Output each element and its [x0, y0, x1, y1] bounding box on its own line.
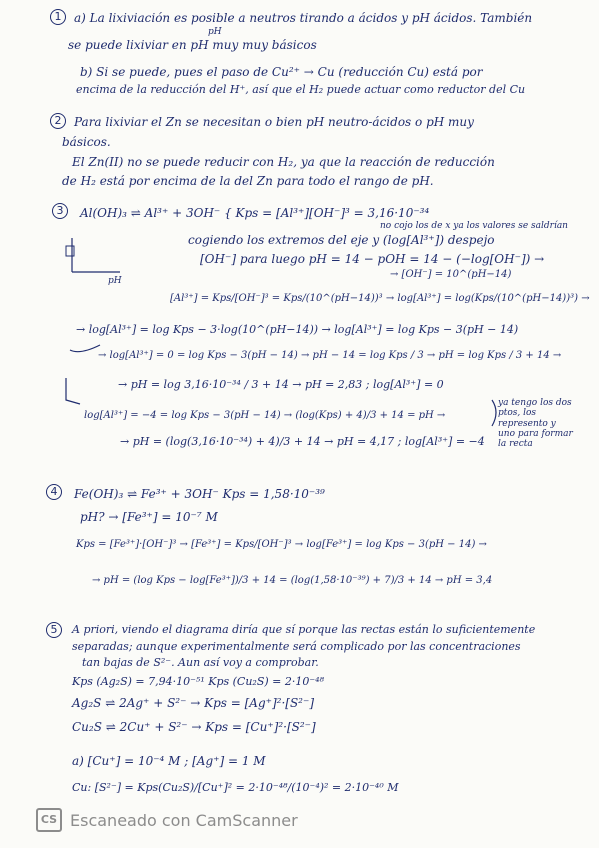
text-line: [Al³⁺] = Kps/[OH⁻]³ = Kps/(10^(pH−14))³ → log[Al³⁺] = log(Kps/(10^(pH−14))³) → [170, 293, 590, 304]
item-number-4: 4 [46, 484, 62, 500]
text-line: pH? → [Fe³⁺] = 10⁻⁷ M [80, 510, 218, 524]
text-line: se puede lixiviar en pH muy muy básicos [68, 38, 317, 52]
text-line: Kps (Ag₂S) = 7,94·10⁻⁵¹ Kps (Cu₂S) = 2·10⁻⁴⁸ [72, 675, 324, 688]
text-line: Ag₂S ⇌ 2Ag⁺ + S²⁻ → Kps = [Ag⁺]²·[S²⁻] [72, 696, 314, 710]
text-line: → log[Al³⁺] = log Kps − 3·log(10^(pH−14)) → log[Al³⁺] = log Kps − 3(pH − 14) [76, 323, 519, 336]
text-line: → pH = (log(3,16·10⁻³⁴) + 4)/3 + 14 → pH = 4,17 ; log[Al³⁺] = −4 [120, 435, 485, 448]
text-line: de H₂ está por encima de la del Zn para todo el rango de pH. [62, 174, 434, 188]
text-line: → pH = log 3,16·10⁻³⁴ / 3 + 14 → pH = 2,83 ; log[Al³⁺] = 0 [118, 378, 444, 391]
text-line: → pH = (log Kps − log[Fe³⁺])/3 + 14 = (log(1,58·10⁻³⁹) + 7)/3 + 14 → pH = 3,4 [92, 575, 493, 586]
camscanner-logo: CS [36, 808, 62, 832]
annotation-ph: pH [208, 27, 222, 37]
item-number-3: 3 [52, 203, 68, 219]
text-line: b) Si se puede, pues el paso de Cu²⁺ → Cu (reducción Cu) está por [80, 65, 483, 79]
text-line: Al(OH)₃ ⇌ Al³⁺ + 3OH⁻ { Kps = [Al³⁺][OH⁻]³ = 3,16·10⁻³⁴ [80, 206, 430, 220]
text-line: → [OH⁻] = 10^(pH−14) [390, 269, 512, 280]
text-line: Kps = [Fe³⁺]·[OH⁻]³ → [Fe³⁺] = Kps/[OH⁻]³ → log[Fe³⁺] = log Kps − 3(pH − 14) → [76, 539, 487, 550]
text-line: a) [Cu⁺] = 10⁻⁴ M ; [Ag⁺] = 1 M [72, 754, 266, 768]
text-line: Cu: [S²⁻] = Kps(Cu₂S)/[Cu⁺]² = 2·10⁻⁴⁸/(10⁻⁴)² = 2·10⁻⁴⁰ M [72, 781, 399, 794]
text-line: Cu₂S ⇌ 2Cu⁺ + S²⁻ → Kps = [Cu⁺]²·[S²⁻] [72, 720, 316, 734]
text-line: a) La lixiviación es posible a neutros tirando a ácidos y pH ácidos. También [74, 11, 533, 25]
camscanner-text: Escaneado con CamScanner [70, 810, 298, 830]
text-line: Para lixiviar el Zn se necesitan o bien pH neutro-ácidos o pH muy [74, 115, 474, 129]
text-line: básicos. [62, 135, 111, 149]
item-number-1: 1 [50, 9, 66, 25]
sketch-ph-label: pH [108, 276, 122, 286]
camscanner-watermark [36, 808, 298, 832]
item-number-2: 2 [50, 113, 66, 129]
text-line: encima de la reducción del H⁺, así que el H₂ puede actuar como reductor del Cu [76, 83, 526, 96]
text-line: Fe(OH)₃ ⇌ Fe³⁺ + 3OH⁻ Kps = 1,58·10⁻³⁹ [74, 487, 325, 501]
text-line: log[Al³⁺] = −4 = log Kps − 3(pH − 14) → (log(Kps) + 4)/3 + 14 = pH → [84, 410, 446, 421]
margin-note: ya tengo los dos ptos, los represento y uno para formar la recta [498, 398, 573, 450]
text-line: separadas; aunque experimentalmente será complicado por las concentraciones [72, 640, 521, 653]
text-line: → log[Al³⁺] = 0 = log Kps − 3(pH − 14) → pH − 14 = log Kps / 3 → pH = log Kps / 3 + 14 → [98, 350, 562, 361]
text-line: A priori, viendo el diagrama diría que sí porque las rectas están lo suficientemente [72, 623, 536, 636]
text-line: cogiendo los extremos del eje y (log[Al³⁺]) despejo [188, 233, 495, 247]
text-line: El Zn(II) no se puede reducir con H₂, ya que la reacción de reducción [72, 155, 495, 169]
annotation-kps-note: no cojo los de x ya los valores se saldrían [380, 221, 568, 231]
text-line: tan bajas de S²⁻. Aun así voy a comprobar. [82, 656, 319, 669]
item-number-5: 5 [46, 622, 62, 638]
text-line: [OH⁻] para luego pH = 14 − pOH = 14 − (−log[OH⁻]) → [200, 252, 545, 266]
